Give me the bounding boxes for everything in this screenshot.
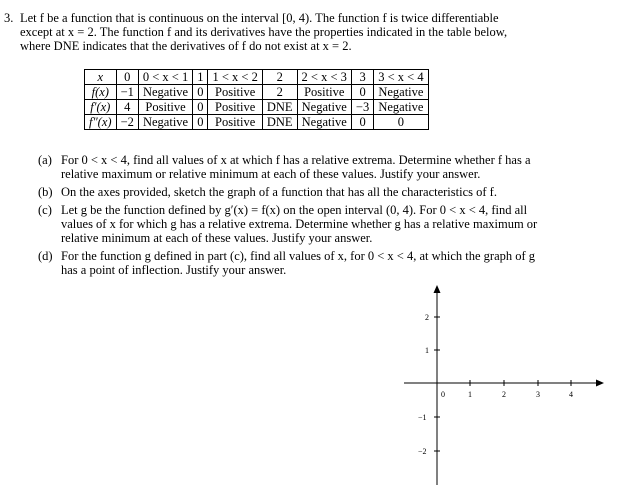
table-cell: 3 [351,70,373,85]
table-cell: Negative [297,100,351,115]
x-axis-arrow-icon [596,380,604,387]
problem-number: 3. [4,11,14,25]
table-cell: Negative [138,85,192,100]
part-label: (a) [38,153,52,167]
table-cell: Positive [138,100,192,115]
part-text-line: Let g be the function defined by g′(x) = f(x) on the open interval (0, 4). For 0 < x < 4, find all [61,203,528,217]
table-cell: 0 [193,115,208,130]
table-cell: Positive [208,100,262,115]
table-cell: x [85,70,117,85]
part-text-line: For 0 < x < 4, find all values of x at which f has a relative extrema. Determine whether f has a [61,153,531,167]
table-cell: 1 [193,70,208,85]
table-cell: 0 [193,100,208,115]
table-cell: 0 [351,115,373,130]
table-cell: DNE [262,115,297,130]
table-cell: 0 [116,70,138,85]
part-label: (d) [38,249,53,263]
y-tick-label: 1 [425,346,429,355]
y-tick-label: 2 [425,313,429,322]
part-text-line: relative minimum at each of these values. Justify your answer. [61,231,373,245]
part-text-line: has a point of inflection. Justify your answer. [61,263,287,277]
table-cell: 4 [116,100,138,115]
intro-line: Let f be a function that is continuous on the interval [0, 4). The function f is twice differentiable [20,11,499,25]
x-tick-label: 1 [468,390,472,399]
table-cell: f(x) [85,85,117,100]
table-cell: 0 [193,85,208,100]
table-cell: −3 [351,100,373,115]
table-cell: 2 < x < 3 [297,70,351,85]
part-text-line: For the function g defined in part (c), find all values of x, for 0 < x < 4, at which the graph of g [61,249,536,263]
table-cell: 3 < x < 4 [374,70,428,85]
table-cell: 2 [262,85,297,100]
x-tick-label: 4 [569,390,573,399]
table-cell: f″(x) [85,115,117,130]
table-cell: Positive [297,85,351,100]
table-cell: f′(x) [85,100,117,115]
y-axis-arrow-icon [434,285,441,293]
table-cell: 0 < x < 1 [138,70,192,85]
part-text-line: relative maximum or relative minimum at each of these values. Justify your answer. [61,167,481,181]
table-cell: Positive [208,85,262,100]
table-cell: 1 < x < 2 [208,70,262,85]
table-cell: Positive [208,115,262,130]
table-cell: 0 [374,115,428,130]
table-cell: Negative [374,100,428,115]
x-tick-label: 2 [502,390,506,399]
y-tick-label: −1 [418,413,427,422]
table-cell: DNE [262,100,297,115]
table-cell: −2 [116,115,138,130]
table-cell: Negative [138,115,192,130]
part-text-line: On the axes provided, sketch the graph of a function that has all the characteristics of f. [61,185,497,199]
table-cell: 0 [351,85,373,100]
table-cell: −1 [116,85,138,100]
x-tick-label: 3 [536,390,540,399]
x-tick-label: 0 [441,390,445,399]
table-cell: Negative [297,115,351,130]
intro-line: where DNE indicates that the derivatives of f do not exist at x = 2. [20,39,352,53]
table-cell: 2 [262,70,297,85]
table-cell: Negative [374,85,428,100]
part-label: (b) [38,185,53,199]
part-label: (c) [38,203,52,217]
intro-line: except at x = 2. The function f and its derivatives have the properties indicated in the table below, [20,25,508,39]
y-tick-label: −2 [418,447,427,456]
part-text-line: values of x for which g has a relative extrema. Determine whether g has a relative maximum or [61,217,538,231]
